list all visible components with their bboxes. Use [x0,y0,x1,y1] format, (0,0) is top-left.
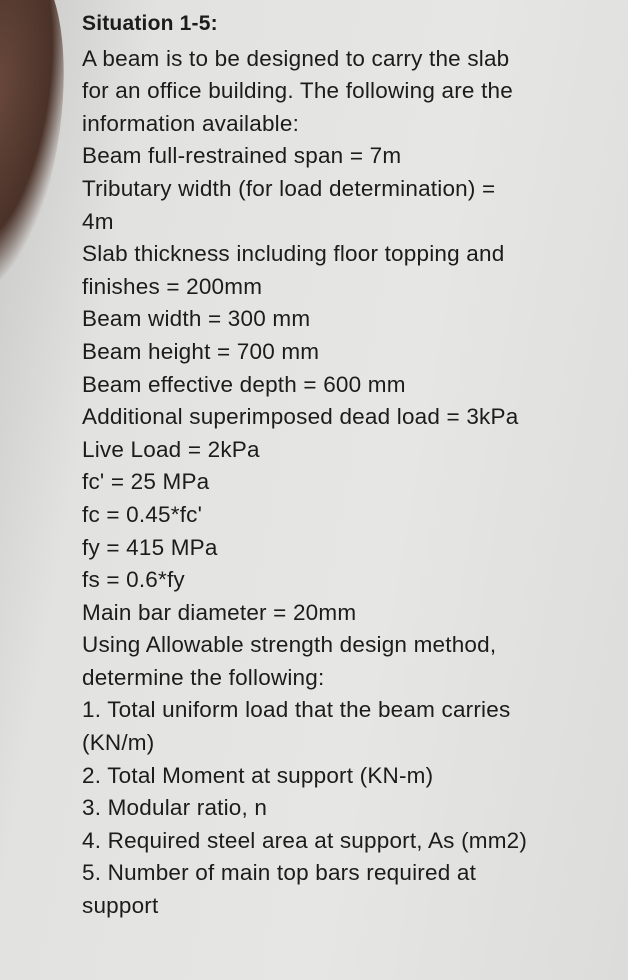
given-line: Beam width = 300 mm [82,306,311,332]
document-text [82,8,612,923]
question-line: 4. Required steel area at support, As (mm2) [82,827,528,853]
given-line: Beam effective depth = 600 mm [82,371,406,397]
given-line: Beam height = 700 mm [82,338,320,364]
given-line: fc' = 25 MPa [82,469,210,495]
intro-line: A beam is to be designed to carry the slab [82,45,510,71]
question-line: 2. Total Moment at support (KN-m) [82,762,434,788]
question-line: 5. Number of main top bars required at [82,860,477,886]
given-line: fy = 415 MPa [82,534,218,560]
given-line: finishes = 200mm [82,273,263,299]
situation-heading: Situation 1-5: [82,12,218,35]
given-line: Live Load = 2kPa [82,436,260,462]
intro-line: for an office building. The following are the [82,78,513,104]
given-line: Tributary width (for load determination) = [82,175,496,201]
given-line: Slab thickness including floor topping and [82,241,505,267]
given-line: fs = 0.6*fy [82,567,185,593]
given-line: fc = 0.45*fc' [82,501,203,527]
question-line: 1. Total uniform load that the beam carries [82,697,511,723]
intro-line: information available: [82,110,300,136]
instruction-line: Using Allowable strength design method, [82,632,497,658]
instruction-line: determine the following: [82,664,325,690]
question-line: support [82,893,159,919]
given-line: 4m [82,208,114,234]
given-line: Additional superimposed dead load = 3kPa [82,404,519,430]
finger-shadow [0,0,82,297]
given-line: Beam full-restrained span = 7m [82,143,402,169]
question-line: 3. Modular ratio, n [82,795,268,821]
given-line: Main bar diameter = 20mm [82,599,357,625]
question-line: (KN/m) [82,730,155,756]
